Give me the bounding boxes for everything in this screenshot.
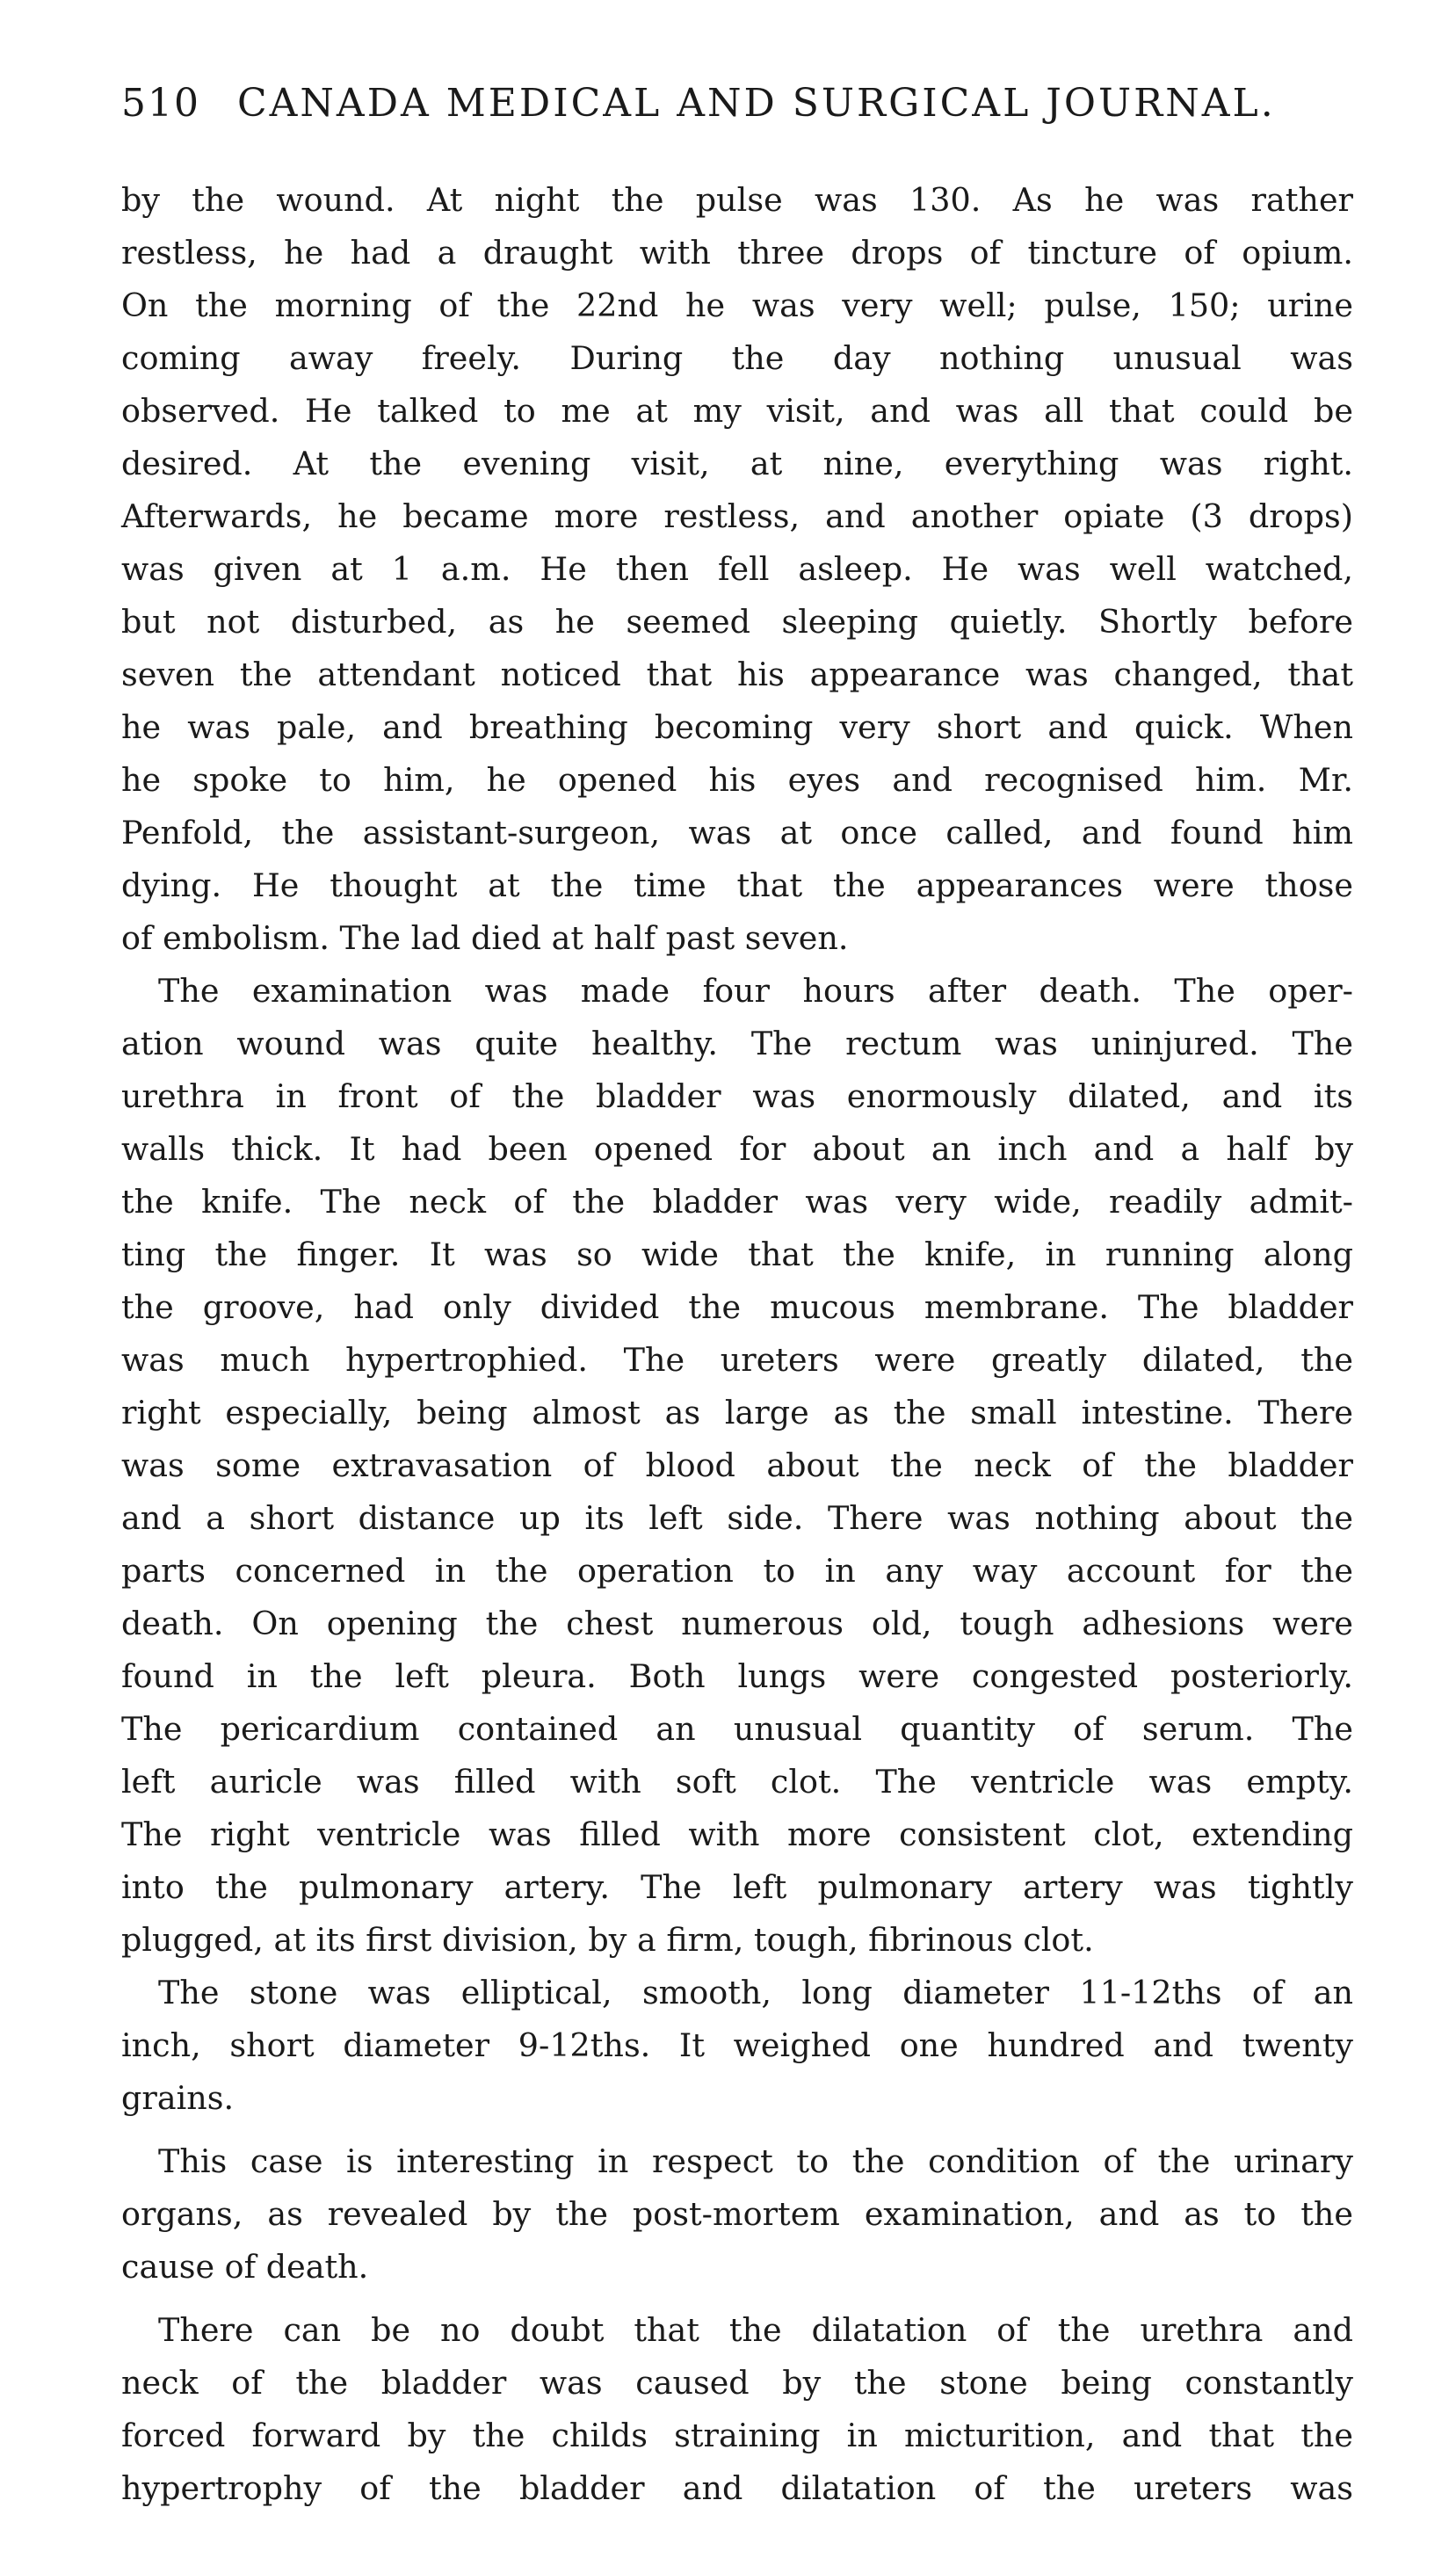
- text-line: There can be no doubt that the dilatation of the urethra and: [158, 2311, 1353, 2349]
- text-line: On the morning of the 22nd he was very well; pulse, 150; urine: [121, 286, 1353, 324]
- text-line: ting the finger. It was so wide that the knife, in running along: [121, 1236, 1353, 1273]
- text-line: The pericardium contained an unusual quantity of serum. The: [121, 1710, 1353, 1748]
- text-line: the groove, had only divided the mucous membrane. The bladder: [121, 1288, 1353, 1326]
- text-line: inch, short diameter 9-12ths. It weighed one hundred and twenty: [121, 2026, 1353, 2064]
- paragraph-interest: [121, 2135, 1353, 2294]
- text-line: was given at 1 a.m. He then fell asleep. He was well watched,: [121, 550, 1353, 588]
- text-line: forced forward by the childs straining in micturition, and that the: [121, 2417, 1353, 2454]
- text-line: ation wound was quite healthy. The rectum was uninjured. The: [121, 1025, 1353, 1062]
- text-line: Penfold, the assistant-surgeon, was at once called, and found him: [121, 814, 1353, 852]
- text-line: grains.: [121, 2079, 235, 2117]
- text-line: parts concerned in the operation to in any way account for the: [121, 1552, 1353, 1590]
- paragraph-post-mortem: [121, 965, 1353, 1967]
- text-line: Afterwards, he became more restless, and another opiate (3 drops): [121, 497, 1353, 535]
- text-line: urethra in front of the bladder was enormously dilated, and its: [121, 1077, 1353, 1115]
- text-line: This case is interesting in respect to the condition of the urinary: [158, 2142, 1353, 2180]
- text-line: coming away freely. During the day nothing unusual was: [121, 339, 1353, 377]
- text-line: was much hypertrophied. The ureters were greatly dilated, the: [121, 1341, 1353, 1379]
- text-line: The examination was made four hours after death. The oper-: [158, 972, 1353, 1010]
- text-line: neck of the bladder was caused by the stone being constantly: [121, 2364, 1353, 2402]
- text-line: cause of death.: [121, 2248, 369, 2286]
- text-line: he was pale, and breathing becoming very short and quick. When: [121, 708, 1353, 746]
- text-line: restless, he had a draught with three drops of tincture of opium.: [121, 234, 1353, 272]
- text-line: by the wound. At night the pulse was 130. As he was rather: [121, 181, 1353, 219]
- text-line: but not disturbed, as he seemed sleeping quietly. Shortly before: [121, 603, 1353, 641]
- text-line: into the pulmonary artery. The left pulmonary artery was tightly: [121, 1868, 1353, 1906]
- text-line: organs, as revealed by the post-mortem examination, and as to the: [121, 2195, 1353, 2233]
- text-line: he spoke to him, he opened his eyes and recognised him. Mr.: [121, 761, 1353, 799]
- paragraph-stone: [121, 1967, 1353, 2125]
- text-line: The stone was elliptical, smooth, long diameter 11-12ths of an: [158, 1974, 1353, 2011]
- text-line: left auricle was filled with soft clot. The ventricle was empty.: [121, 1763, 1353, 1801]
- text-line: the knife. The neck of the bladder was very wide, readily admit-: [121, 1183, 1353, 1221]
- journal-title: CANADA MEDICAL AND SURGICAL JOURNAL.: [236, 81, 1276, 126]
- text-line: walls thick. It had been opened for about an inch and a half by: [121, 1130, 1353, 1168]
- text-line: was some extravasation of blood about the neck of the bladder: [121, 1446, 1353, 1484]
- text-line: right especially, being almost as large as the small intestine. There: [121, 1394, 1353, 1431]
- text-line: dying. He thought at the time that the appearances were those: [121, 866, 1353, 904]
- paragraph-case-course: [121, 174, 1353, 965]
- page-number: 510: [121, 81, 200, 126]
- text-line: found in the left pleura. Both lungs were congested posteriorly.: [121, 1657, 1353, 1695]
- text-line: and a short distance up its left side. There was nothing about the: [121, 1499, 1353, 1537]
- running-head: [121, 77, 1351, 130]
- text-line: desired. At the evening visit, at nine, everything was right.: [121, 445, 1353, 482]
- paragraph-dilatation: [121, 2304, 1353, 2515]
- text-line: death. On opening the chest numerous old, tough adhesions were: [121, 1605, 1353, 1642]
- text-line: The right ventricle was filled with more consistent clot, extending: [121, 1815, 1353, 1853]
- text-line: plugged, at its first division, by a firm, tough, fibrinous clot.: [121, 1921, 1094, 1959]
- text-line: seven the attendant noticed that his appearance was changed, that: [121, 656, 1353, 693]
- article-body: [121, 174, 1353, 2515]
- text-line: observed. He talked to me at my visit, and was all that could be: [121, 392, 1353, 430]
- text-line: of embolism. The lad died at half past seven.: [121, 919, 849, 957]
- text-line: hypertrophy of the bladder and dilatation of the ureters was: [121, 2469, 1353, 2507]
